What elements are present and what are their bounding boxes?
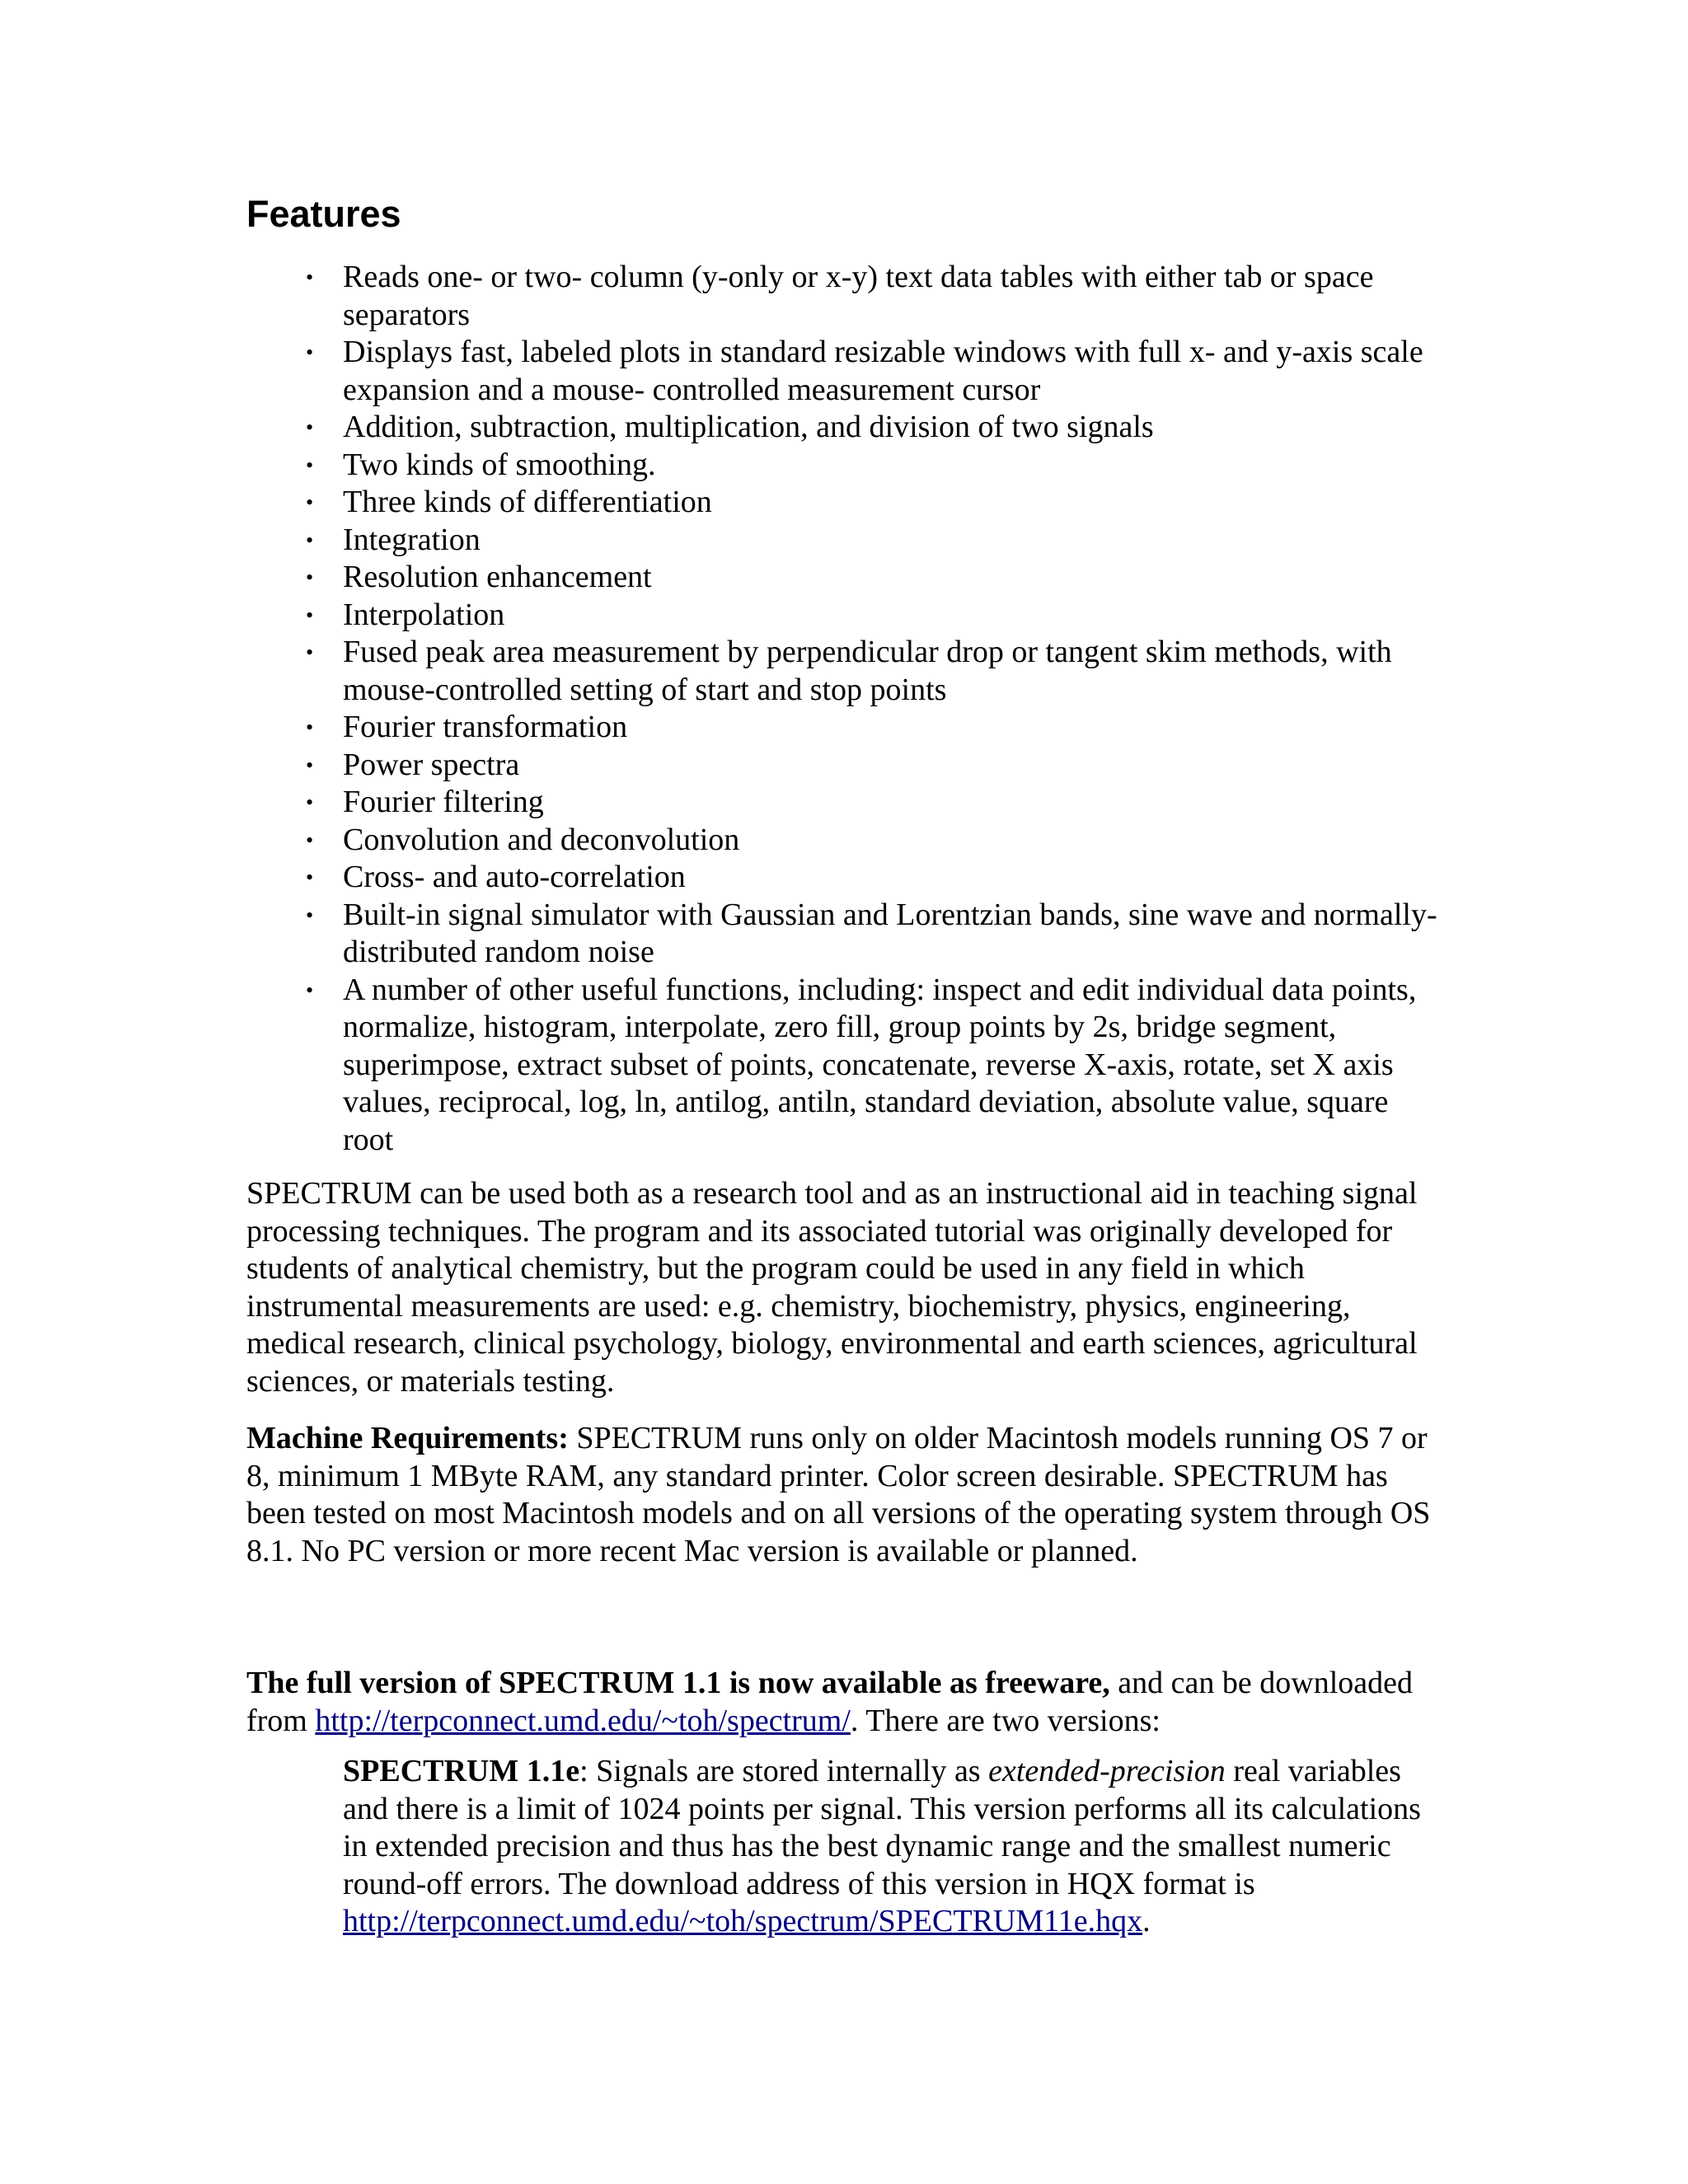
bullet-icon: •	[306, 977, 314, 1002]
bullet-icon: •	[306, 602, 314, 627]
feature-item	[246, 897, 1439, 972]
feature-text: Reads one- or two- column (y-only or x-y) text data tables with either tab or space separators	[343, 260, 1374, 332]
version-e-paragraph	[343, 1753, 1439, 1941]
feature-item	[246, 409, 1439, 447]
freeware-text: and can be downloaded from	[246, 1666, 1413, 1738]
version-e-text2: real variables and there is a limit of 1024 points per signal. This version performs all its calculations in extended precision and thus has the best dynamic range and the smallest numeric round-off errors. The download address of this version in HQX format is	[343, 1754, 1421, 1901]
feature-text: Built-in signal simulator with Gaussian and Lorentzian bands, sine wave and normally-distributed random noise	[343, 897, 1437, 969]
intro-paragraph: SPECTRUM can be used both as a research tool and as an instructional aid in teaching signal processing techniques. The program and its associated tutorial was originally developed for students of analytical chemistry, but the program could be used in any field in which instrumental measurements are used: e.g. chemistry, biochemistry, physics, engineering, medical research, clinical psychology, biology, environmental and earth sciences, agricultural sciences, or materials testing.	[246, 1176, 1418, 1399]
spectrum-download-link[interactable]: http://terpconnect.umd.edu/~toh/spectrum/	[315, 1703, 851, 1738]
feature-text: Interpolation	[343, 597, 505, 632]
feature-item	[246, 634, 1439, 709]
bullet-icon: •	[306, 265, 314, 289]
feature-text: Fourier transformation	[343, 710, 628, 744]
feature-text: Addition, subtraction, multiplication, and division of two signals	[343, 410, 1154, 444]
feature-item	[246, 747, 1439, 785]
bullet-icon: •	[306, 715, 314, 739]
feature-item	[246, 447, 1439, 485]
feature-item	[246, 972, 1439, 1160]
feature-item	[246, 334, 1439, 409]
feature-text: Three kinds of differentiation	[343, 485, 712, 519]
bullet-icon: •	[306, 527, 314, 552]
feature-item	[246, 559, 1439, 597]
feature-item	[246, 709, 1439, 747]
freeware-bold: The full version of SPECTRUM 1.1 is now available as freeware,	[246, 1666, 1110, 1700]
features-list	[246, 259, 1437, 1159]
feature-text: A number of other useful functions, including: inspect and edit individual data points, normalize, histogram, interpolate, zero fill, group points by 2s, bridge segment, superimpose, extract subset of points, concatenate, reverse X-axis, rotate, set X axis values, reciprocal, log, ln, antilog, antiln, standard deviation, absolute value, square root	[343, 972, 1417, 1157]
feature-item	[246, 784, 1439, 822]
bullet-icon: •	[306, 415, 314, 439]
bullet-icon: •	[306, 565, 314, 589]
freeware-text-end: . There are two versions:	[850, 1703, 1160, 1738]
requirements-text: SPECTRUM runs only on older Macintosh models running OS 7 or 8, minimum 1 MByte RAM, any standard printer. Color screen desirable. SPECTRUM has been tested on most Macintosh models and on all versions of the operating system through OS 8.1. No PC version or more recent Mac version is available or planned.	[246, 1421, 1431, 1568]
version-e-italic: extended-precision	[988, 1754, 1226, 1788]
feature-text: Integration	[343, 522, 481, 557]
feature-text: Displays fast, labeled plots in standard resizable windows with full x- and y-axis scale expansion and a mouse- controlled measurement cursor	[343, 335, 1423, 407]
feature-item	[246, 859, 1439, 897]
bullet-icon: •	[306, 490, 314, 514]
feature-item	[246, 522, 1439, 560]
feature-text: Fourier filtering	[343, 785, 544, 819]
feature-item	[246, 597, 1439, 635]
version-e-label: SPECTRUM 1.1e	[343, 1754, 580, 1788]
feature-item	[246, 259, 1439, 334]
bullet-icon: •	[306, 452, 314, 477]
feature-item	[246, 484, 1439, 522]
hqx-download-link[interactable]: http://terpconnect.umd.edu/~toh/spectrum/SPECTRUM11e.hqx	[343, 1904, 1143, 1938]
bullet-icon: •	[306, 790, 314, 814]
bullet-icon: •	[306, 752, 314, 777]
version-e-text1: : Signals are stored internally as	[579, 1754, 989, 1788]
freeware-paragraph	[246, 1665, 1433, 1740]
version-e-end: .	[1142, 1904, 1151, 1938]
features-heading: Features	[246, 193, 401, 235]
feature-text: Two kinds of smoothing.	[343, 447, 656, 482]
feature-item	[246, 822, 1439, 860]
feature-text: Power spectra	[343, 747, 520, 782]
bullet-icon: •	[306, 865, 314, 889]
feature-text: Convolution and deconvolution	[343, 822, 740, 857]
feature-text: Cross- and auto-correlation	[343, 860, 686, 894]
bullet-icon: •	[306, 827, 314, 852]
bullet-icon: •	[306, 640, 314, 664]
requirements-label: Machine Requirements:	[246, 1421, 569, 1455]
feature-text: Fused peak area measurement by perpendicular drop or tangent skim methods, with mouse-controlled setting of start and stop points	[343, 635, 1392, 707]
bullet-icon: •	[306, 340, 314, 364]
feature-text: Resolution enhancement	[343, 560, 652, 594]
requirements-paragraph	[246, 1420, 1433, 1570]
bullet-icon: •	[306, 902, 314, 927]
